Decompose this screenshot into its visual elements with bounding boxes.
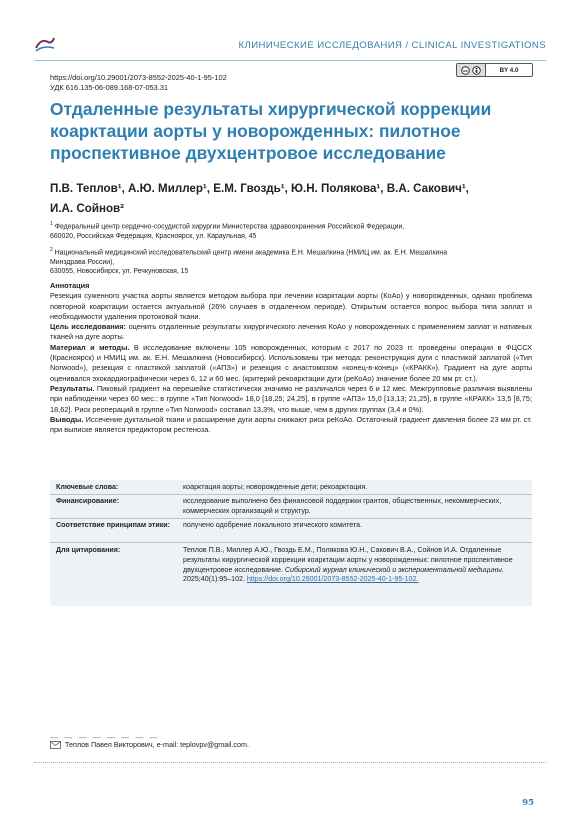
ethics-label: Соответствие принципам этики:: [56, 521, 171, 529]
methods-text: В исследование включены 105 новорожденных, которым с 2017 по 2023 гг. проведены операции в ФЦССХ (Красноярск) и НМИЦ им. ак. Е.Н. Мешалкина (Новосибирск). Использованы три метода: реконструкция дуги с пластикой заплатой («Тип Norwood»), резекция с пластикой заплатой («АПЗ») и резекция с анастомозом «конец-в-конец» («КРАКК»). Градиент на дуге аорты оценивался эхокардиографически через 6, 12 и 60 мес. (критерий рекоарктации дуги (реКоАо) значение более 20 мм рт. ст.).: [50, 342, 532, 383]
citation-doi-link[interactable]: https://doi.org/10.29001/2073-8552-2025-40-1-95-102.: [246, 575, 419, 584]
udk-text: УДК 616.135-06-089.168-07-053.31: [50, 83, 169, 92]
conclusions-label: Выводы.: [50, 414, 84, 424]
header-divider: [34, 60, 546, 61]
license-badge[interactable]: [456, 63, 533, 77]
footer-divider: [34, 762, 546, 763]
correspondence-text: Теплов Павел Викторович, e-mail: teplovpv@gmail.com.: [65, 740, 249, 749]
affiliation-2: [50, 246, 530, 277]
license-label: BY 4.0: [499, 66, 519, 74]
ethics-value: получено одобрение локального этического комитета.: [183, 521, 363, 529]
methods-label: Материал и методы.: [50, 342, 130, 352]
affiliation-2-line-1: Национальный медицинский исследовательский центр имени академика Е.Н. Мешалкина (НМИЦ им. ак. Е.Н. Мешалкина: [54, 249, 448, 257]
conclusions-text: Иссечение дуктальной ткани и расширение дуги аорты снижают риск реКоАо. Остаточный градиент давления более 23 мм рт. ст. при выписке является предиктором рестеноза.: [50, 414, 532, 435]
info-row-ethics: [50, 518, 532, 543]
affiliation-2-line-2: Минздрава России),: [50, 258, 115, 266]
authors-line-1: П.В. Теплов¹, А.Ю. Миллер¹, Е.М. Гвоздь¹, Ю.Н. Полякова¹, В.А. Сакович¹,: [50, 182, 469, 195]
citation-issue: 2025;40(1):95–102.: [183, 575, 245, 584]
svg-text:cc: cc: [463, 67, 468, 73]
citation-main: Теплов П.В., Миллер А.Ю., Гвоздь Е.М., Полякова Ю.Н., Сакович В.А., Сойнов И.А. Отдаленные результаты хирургической коррекции коарктации аорты у новорожденных: пилотное проспективное двухцентровое исследование.: [183, 546, 513, 574]
keywords-value: коарктация аорты; новорожденные дети; рекоарктация.: [183, 483, 368, 491]
page-header: [34, 34, 546, 58]
info-row-keywords: [50, 480, 532, 495]
funding-label: Финансирование:: [56, 497, 120, 505]
info-row-funding: [50, 494, 532, 519]
funding-value: исследование выполнено без финансовой поддержки грантов, общественных, некоммерческих, коммерческих организаций и структур.: [183, 497, 502, 515]
abstract-results: [50, 384, 532, 415]
affiliation-1: [50, 220, 530, 241]
mail-icon: [50, 741, 61, 749]
citation-label: Для цитирования:: [56, 546, 121, 554]
article-info-table: [50, 480, 532, 606]
correspondence: [50, 740, 249, 749]
abstract-aim: [50, 322, 532, 343]
cc-icon: [457, 64, 486, 76]
affiliation-1-line-2: 660020, Российская Федерация, Красноярск, ул. Караульная, 45: [50, 232, 257, 240]
info-row-citation: [50, 542, 532, 606]
abstract-heading: Аннотация: [50, 281, 90, 290]
authors-line-2: И.А. Сойнов²: [50, 202, 125, 215]
keywords-label: Ключевые слова:: [56, 483, 119, 491]
aim-text: оценить отдаленные результаты хирургического лечения КоАо у новорожденных с применением заплат и нативных тканей на дуге аорты.: [50, 322, 532, 342]
page-number: 95: [522, 798, 534, 808]
abstract: [50, 281, 532, 435]
author-list: [50, 179, 520, 219]
citation-value: [183, 546, 527, 585]
citation-journal: Сибирский журнал клинической и экспериментальной медицины.: [284, 565, 504, 574]
abstract-conclusions: [50, 415, 532, 436]
journal-section-title: КЛИНИЧЕСКИЕ ИССЛЕДОВАНИЯ / CLINICAL INVESTIGATIONS: [238, 40, 546, 51]
footnote-divider: — — — — — — — —: [50, 733, 160, 742]
journal-logo-icon: [34, 34, 56, 54]
article-meta: [50, 73, 227, 93]
aim-label: Цель исследования:: [50, 322, 126, 332]
article-title: Отдаленные результаты хирургической коррекции коарктации аорты у новорожденных: пилотное проспективное двухцентровое исследование: [50, 99, 492, 163]
affiliation-1-sup: 1: [50, 221, 53, 227]
doi-text[interactable]: https://doi.org/10.29001/2073-8552-2025-40-1-95-102: [50, 73, 227, 82]
abstract-intro: Резекция суженного участка аорты является методом выбора при лечении коарктации аорты (КоАо) у новорожденных, однако проблема повторной коарктации остается актуальной (26% случаев в отдаленном периоде). Открытым остается вопрос выбора типа заплат и необходимости удаления протоковой ткани.: [50, 291, 532, 321]
affiliation-1-line-1: Федеральный центр сердечно-сосудистой хирургии Министерства здравоохранения Российской Федерации,: [54, 223, 405, 231]
results-label: Результаты.: [50, 383, 95, 393]
results-text: Пиковый градиент на перешейке статистически значимо не различался через 6 и 12 мес. Межгрупповые различия выявлены при наблюдении через 60 мес.: в группе «Тип Norwood» 18,0 [18,25; 24,25], в группе «АПЗ» 15,0 [13,13; 21,25], в группе «КРАКК» 13,5 [8,75; 18,62]. Риск реопераций в группе «Тип Norwood» составил 13,3%, что выше, чем в других группах (3,4 и 0%).: [50, 383, 532, 414]
abstract-methods: [50, 343, 532, 384]
affiliation-2-line-3: 630055, Новосибирск, ул. Речкуновская, 15: [50, 268, 189, 276]
affiliation-2-sup: 2: [50, 247, 53, 253]
